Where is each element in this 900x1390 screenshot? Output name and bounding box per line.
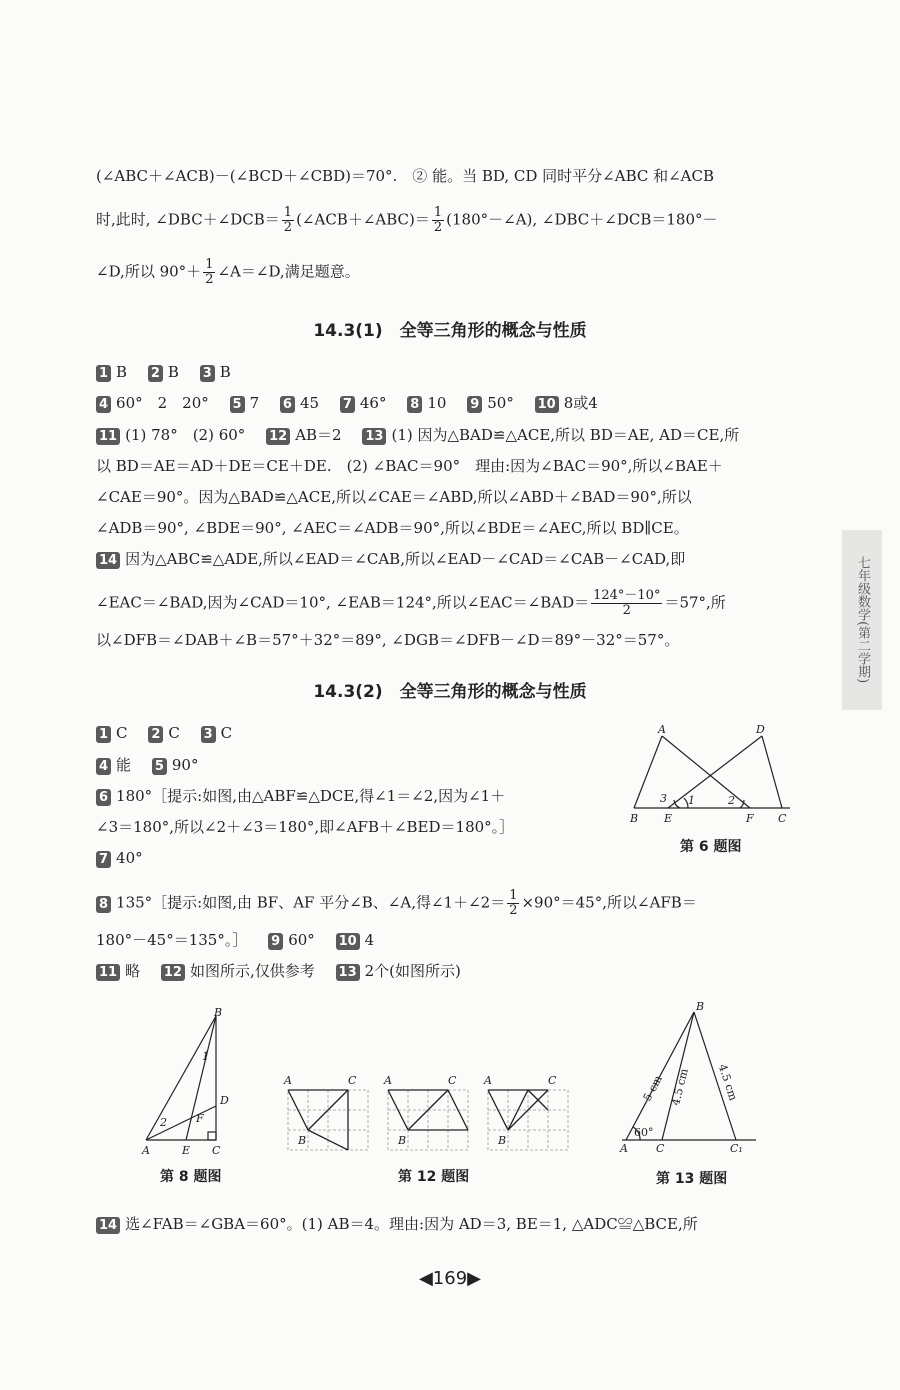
text-line [96,258,806,287]
text-segment: (∠ACB＋∠ABC)＝ [296,210,430,229]
angle-2: 2 [160,1116,167,1129]
answer: 180°［提示:如图,由△ABF≌△DCE,得∠1＝∠2,因为∠1＋ [116,787,506,805]
page-number: ◀169▶ [418,1268,482,1289]
answer: 46° [359,394,387,412]
question-number: 6 [96,789,111,806]
section-title: 14.3(1) 全等三角形的概念与性质 [313,321,587,341]
text-segment: ＝57°,所 [664,593,726,612]
answer: AB＝2 [295,426,342,444]
answer: 因为△ABC≌△ADE,所以∠EAD＝∠CAB,所以∠EAD－∠CAD＝∠CAB－∠CAD,即 [125,550,686,568]
label-C: C [548,1074,557,1087]
answer: 60° [288,931,315,949]
text-segment: (180°－∠A), ∠DBC＋∠DCB＝180°－ [446,210,718,229]
answer-row [96,362,806,382]
question-number: 1 [96,726,111,743]
answer-row [96,393,806,413]
question-number: 4 [96,758,111,775]
answer: (1) 78° (2) 60° [125,426,246,444]
section-title: 14.3(2) 全等三角形的概念与性质 [313,682,587,702]
answer: 45 [299,394,320,412]
answer: (1) 因为△BAD≌△ACE,所以 BD＝AE, AD＝CE,所 [391,426,740,444]
text-line [96,206,806,235]
label-B: B [298,1134,307,1147]
question-number: 7 [340,396,355,413]
figure-13 [614,1000,764,1160]
label-B: B [630,812,639,825]
denominator: 2 [205,272,214,287]
side-AB: 5 cm [640,1073,665,1104]
fraction [282,206,294,235]
question-number: 9 [268,933,283,950]
question-number: 10 [535,396,559,413]
answer: C [116,724,128,742]
answer: 10 [427,394,447,412]
numerator: 124°－10° [593,588,661,603]
label-E: E [664,812,673,825]
answer: 2个(如图所示) [364,962,461,980]
label-B: B [498,1134,507,1147]
text-line: ∠CAE＝90°。因为△BAD≌△ACE,所以∠CAE＝∠ABD,所以∠ABD＋∠BAD＝90°,所以 [96,488,692,506]
answer: 能 [116,756,132,774]
answer-row [96,1214,806,1234]
side-BC: 4.5 cm [669,1067,691,1107]
label-A: A [384,1074,392,1087]
answer: B [116,363,128,381]
answer-row [96,549,806,569]
label-C: C [656,1142,665,1155]
answer-row [96,425,806,445]
answer: C [168,724,180,742]
question-number: 5 [230,396,245,413]
figure-8 [138,1008,238,1158]
question-number: 10 [336,933,360,950]
label-B: B [214,1008,223,1019]
answer: 90° [171,756,199,774]
answer-row [96,961,806,981]
answer-row [96,889,806,918]
question-number: 2 [148,365,163,382]
text-line: ∠ADB＝90°, ∠BDE＝90°, ∠AEC＝∠ADB＝90°,所以∠BDE＝∠AEC,所以 BD∥CE。 [96,519,689,537]
angle-1: 1 [688,794,695,807]
question-number: 8 [96,896,111,913]
answer-row [96,723,616,743]
question-number: 6 [280,396,295,413]
numerator: 1 [283,205,293,220]
question-number: 2 [148,726,163,743]
text-line: 以 BD＝AE＝AD＋DE＝CE＋DE. (2) ∠BAC＝90° 理由:因为∠BAC＝90°,所以∠BAE＋ [96,457,723,475]
text-line: ∠3＝180°,所以∠2＋∠3＝180°,即∠AFB＋∠BED＝180°。］ [96,818,515,836]
label-A: A [484,1074,492,1087]
angle-3: 3 [660,792,667,805]
denominator: 2 [433,220,443,235]
figure-13-caption: 第 13 题图 [656,1171,728,1187]
side-BC1: 4.5 cm [715,1062,740,1103]
denominator: 2 [509,903,518,918]
fraction [591,589,662,618]
label-B: B [696,1000,705,1013]
answer: 8或4 [563,394,598,412]
answer-row [96,930,806,950]
text-line: 以∠DFB＝∠DAB＋∠B＝57°＋32°＝89°, ∠DGB＝∠DFB－∠D＝89°－32°＝57°。 [96,631,680,649]
answer: 选∠FAB＝∠GBA＝60°。(1) AB＝4。理由:因为 AD＝3, BE＝1, △ADC≌△BCE,所 [125,1215,698,1233]
answer: 40° [116,849,143,867]
text-segment: ∠EAC＝∠BAD,因为∠CAD＝10°, ∠EAB＝124°,所以∠EAC＝∠BAD＝ [96,593,590,612]
answer-row [96,786,626,806]
question-number: 11 [96,428,120,445]
side-tab: 七年级数学(第二学期) [842,530,882,710]
answer-row [96,848,616,868]
numerator: 1 [205,257,214,272]
question-number: 8 [407,396,422,413]
label-C1: C₁ [730,1142,743,1155]
numerator: 1 [433,205,443,220]
answer: 略 [125,962,141,980]
denominator: 2 [283,220,293,235]
label-C: C [212,1144,221,1157]
text-line: (∠ABC＋∠ACB)－(∠BCD＋∠CBD)＝70°. ② 能。当 BD, CD 同时平分∠ABC 和∠ACB [96,167,715,185]
text-segment: ∠D,所以 90°＋ [96,262,202,281]
answer: 60° 2 20° [116,394,209,412]
figure-8-caption: 第 8 题图 [160,1169,222,1185]
angle-60: 60° [634,1126,654,1139]
answer: 7 [249,394,260,412]
question-number: 12 [161,964,185,981]
text-segment: 180°－45°＝135°。］ [96,931,248,949]
label-A: A [142,1144,150,1157]
question-number: 4 [96,396,111,413]
label-C: C [778,812,787,825]
text-segment: ×90°＝45°,所以∠AFB＝ [521,893,697,912]
answer: C [220,724,233,742]
question-number: 7 [96,851,111,868]
question-number: 1 [96,365,111,382]
label-D: D [756,723,765,736]
text-segment: ∠A＝∠D,满足题意。 [217,262,360,281]
question-number: 3 [200,365,215,382]
numerator: 1 [509,888,518,903]
angle-1: 1 [202,1050,209,1063]
text-segment: 时,此时, ∠DBC＋∠DCB＝ [96,210,280,229]
figure-6-caption: 第 6 题图 [680,839,742,855]
question-number: 13 [362,428,386,445]
label-A: A [284,1074,292,1087]
answer: 4 [364,931,375,949]
figure-12 [280,1070,580,1160]
label-F: F [746,812,754,825]
question-number: 9 [467,396,482,413]
fraction [507,889,519,918]
answer: 135°［提示:如图,由 BF、AF 平分∠B、∠A,得∠1＋∠2＝ [116,893,506,912]
label-A: A [658,723,666,736]
answer-row [96,755,616,775]
label-F: F [196,1112,204,1125]
denominator: 2 [622,603,631,618]
figure-6 [622,720,798,832]
question-number: 11 [96,964,120,981]
question-number: 3 [201,726,216,743]
fraction [432,206,444,235]
answer: 50° [487,394,514,412]
question-number: 5 [152,758,167,775]
label-C: C [348,1074,357,1087]
angle-2: 2 [728,794,735,807]
question-number: 14 [96,552,120,569]
label-E: E [182,1144,191,1157]
label-C: C [448,1074,457,1087]
question-number: 14 [96,1217,120,1234]
answer: B [219,363,231,381]
question-number: 12 [266,428,290,445]
label-A: A [620,1142,628,1155]
question-number: 13 [336,964,360,981]
answer: 如图所示,仅供参考 [189,962,315,980]
fraction [203,258,215,287]
figure-12-caption: 第 12 题图 [398,1169,470,1185]
answer: B [167,363,179,381]
label-D: D [220,1094,229,1107]
label-B: B [398,1134,407,1147]
text-line [96,589,806,618]
